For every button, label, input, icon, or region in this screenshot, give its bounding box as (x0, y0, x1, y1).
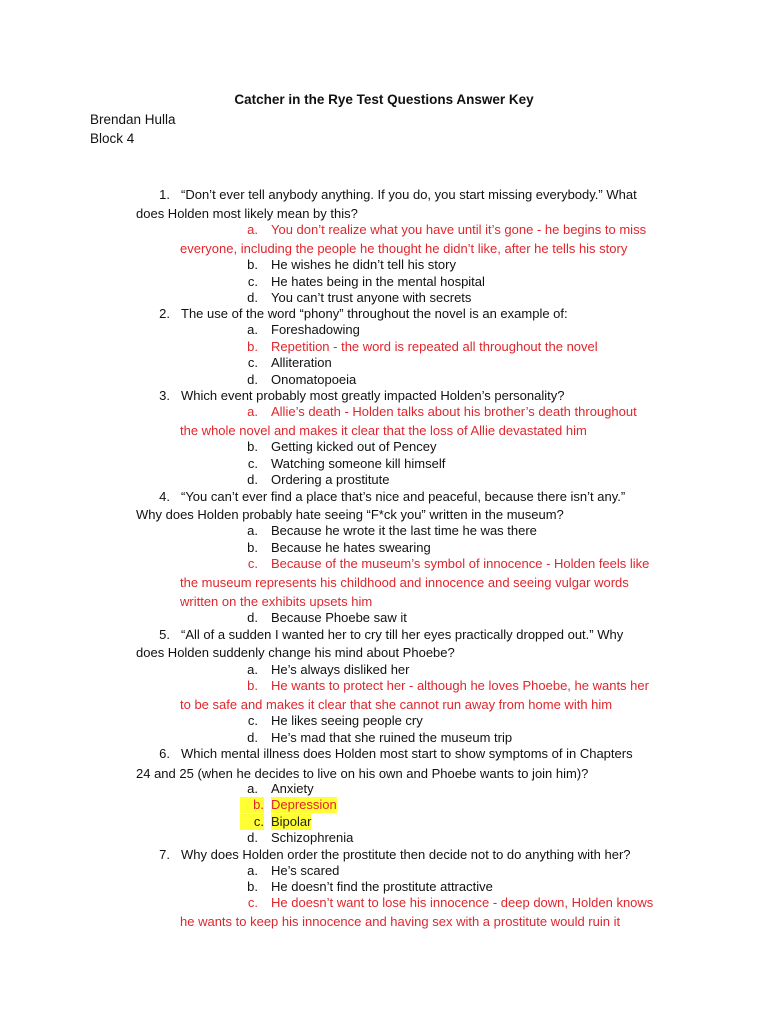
option-text: He hates being in the mental hospital (271, 274, 485, 289)
option-text: He doesn’t want to lose his innocence - deep down, Holden knows (271, 895, 654, 910)
option-text: He wishes he didn’t tell his story (271, 257, 456, 272)
option-text: Allie’s death - Holden talks about his brother’s death throughout (271, 404, 637, 419)
option-letter: d. (247, 290, 258, 305)
option-letter: c. (247, 355, 258, 370)
question-number: 6. (159, 746, 170, 761)
question-text: “You can’t ever find a place that’s nice and peaceful, because there isn’t any.” (181, 489, 626, 504)
option-text: He’s mad that she ruined the museum trip (271, 730, 513, 745)
option-text: Foreshadowing (271, 322, 360, 337)
question-text: “All of a sudden I wanted her to cry till her eyes practically dropped out.” Why (181, 627, 624, 642)
option-text: Watching someone kill himself (271, 456, 446, 471)
option-letter: a. (247, 523, 258, 538)
option-text: Anxiety (271, 781, 314, 796)
question-text: Which event probably most greatly impacted Holden’s personality? (181, 388, 565, 403)
question-text-continued: does Holden most likely mean by this? (136, 206, 358, 221)
question-number: 7. (159, 847, 170, 862)
question-text: Why does Holden order the prostitute then decide not to do anything with her? (181, 847, 631, 862)
question-text-continued: 24 and 25 (when he decides to live on his own and Phoebe wants to join him)? (136, 766, 589, 781)
question-text: Which mental illness does Holden most start to show symptoms of in Chapters (181, 746, 633, 761)
question-number: 2. (159, 306, 170, 321)
option-letter: d. (247, 372, 258, 387)
option-letter: b. (240, 797, 264, 813)
option-text: He doesn’t find the prostitute attractive (271, 879, 493, 894)
option-text: He’s scared (271, 863, 340, 878)
option-letter: c. (247, 274, 258, 289)
option-letter: b. (247, 339, 258, 354)
question-number: 3. (159, 388, 170, 403)
option-text: Because he wrote it the last time he was there (271, 523, 537, 538)
option-text: Getting kicked out of Pencey (271, 439, 437, 454)
question-text-continued: does Holden suddenly change his mind about Phoebe? (136, 645, 455, 660)
option-letter: b. (247, 540, 258, 555)
option-letter: c. (247, 456, 258, 471)
option-letter: d. (247, 830, 258, 845)
option-letter: a. (247, 662, 258, 677)
option-text: You don’t realize what you have until it’s gone - he begins to miss (271, 222, 647, 237)
question-text: “Don’t ever tell anybody anything. If you do, you start missing everybody.” What (181, 187, 637, 202)
option-letter: b. (247, 678, 258, 693)
option-letter: d. (247, 610, 258, 625)
option-text: You can’t trust anyone with secrets (271, 290, 472, 305)
option-letter: a. (247, 322, 258, 337)
option-letter: a. (247, 222, 258, 237)
correct-answer-continued: the museum represents his childhood and innocence and seeing vulgar words (180, 575, 629, 590)
option-letter: b. (247, 257, 258, 272)
question-number: 4. (159, 489, 170, 504)
author-name: Brendan Hulla (90, 112, 176, 127)
question-number: 5. (159, 627, 170, 642)
option-text: Because Phoebe saw it (271, 610, 407, 625)
option-letter: c. (240, 814, 264, 830)
option-text: Ordering a prostitute (271, 472, 390, 487)
option-letter: d. (247, 730, 258, 745)
option-text: Depression (271, 797, 337, 812)
page-title: Catcher in the Rye Test Questions Answer Key (234, 92, 534, 107)
question-number: 1. (159, 187, 170, 202)
option-letter: a. (247, 404, 258, 419)
option-text: Alliteration (271, 355, 332, 370)
option-letter: c. (247, 556, 258, 571)
option-text: Schizophrenia (271, 830, 354, 845)
option-text: He likes seeing people cry (271, 713, 423, 728)
option-letter: c. (247, 713, 258, 728)
option-text: He wants to protect her - although he loves Phoebe, he wants her (271, 678, 649, 693)
option-letter: a. (247, 781, 258, 796)
option-text: Repetition - the word is repeated all throughout the novel (271, 339, 598, 354)
option-text: Bipolar (271, 814, 312, 829)
option-letter: b. (247, 439, 258, 454)
question-text-continued: Why does Holden probably hate seeing “F*ck you” written in the museum? (136, 507, 564, 522)
option-letter: a. (247, 863, 258, 878)
option-text: He’s always disliked her (271, 662, 410, 677)
option-letter: c. (247, 895, 258, 910)
class-block: Block 4 (90, 131, 135, 146)
option-text: Onomatopoeia (271, 372, 357, 387)
option-text: Because of the museum’s symbol of innocence - Holden feels like (271, 556, 650, 571)
correct-answer-continued: he wants to keep his innocence and having sex with a prostitute would ruin it (180, 914, 621, 929)
option-letter: b. (247, 879, 258, 894)
correct-answer-continued: to be safe and makes it clear that she cannot run away from home with him (180, 697, 613, 712)
option-letter: d. (247, 472, 258, 487)
option-text: Because he hates swearing (271, 540, 431, 555)
question-text: The use of the word “phony” throughout the novel is an example of: (181, 306, 568, 321)
correct-answer-continued: written on the exhibits upsets him (180, 594, 373, 609)
correct-answer-continued: everyone, including the people he thought he didn’t like, after he tells his story (180, 241, 628, 256)
correct-answer-continued: the whole novel and makes it clear that the loss of Allie devastated him (180, 423, 587, 438)
